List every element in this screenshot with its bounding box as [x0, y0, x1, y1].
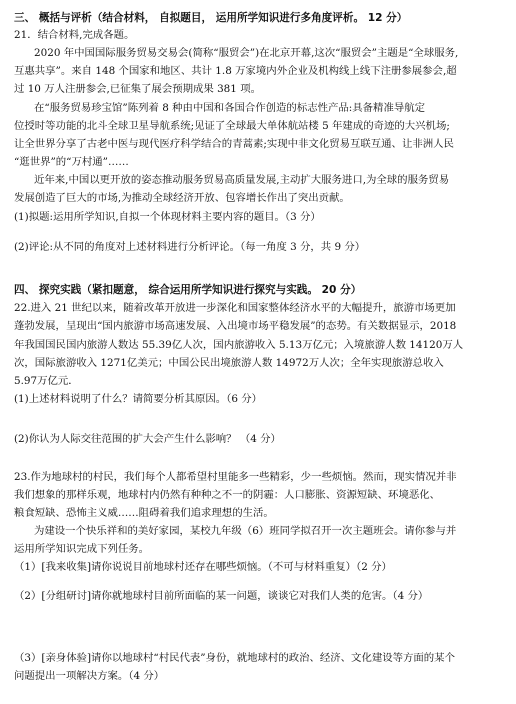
q23-p2-line1: 为建设一个快乐祥和的美好家园，某校九年级（6）班同学拟召开一次主题班会。请你参与并	[34, 525, 457, 537]
q21-p3-line1: 近年来,中国以更开放的姿态推动服务贸易高质量发展,主动扩大服务进口,为全球的服务贸易	[34, 174, 450, 186]
q21-p1-line1: 2020 年中国国际服务贸易交易会(简称“服贸会”)在北京开幕,这次“服贸会”主题是“全球服务,	[34, 47, 459, 59]
q21-p2-line3: 让全世界分享了古老中医与现代医疗科学结合的青蒿素;实现中非文化贸易互联互通、让非洲人民	[14, 138, 454, 150]
q23-sub2: （2）[分组研讨]请你就地球村目前所面临的某一问题，谈谈它对我们人类的危害。（4 分）	[14, 590, 429, 602]
q22-line5: 5.97万亿元．	[14, 375, 79, 387]
q21-sub1: (1)拟题:运用所学知识,自拟一个体现材料主要内容的题目。（3 分）	[14, 211, 321, 223]
section4-header: 四、 探究实践（紧扣题意， 综合运用所学知识进行探究与实践。 20 分）	[14, 284, 362, 296]
q21-p2-line4: “逛世界”的“万村通”……	[14, 156, 129, 168]
q22-sub1: (1)上述材料说明了什么？请简要分析其原因。（6 分）	[14, 393, 263, 405]
q21-sub2: (2)评论:从不同的角度对上述材料进行分析评论。（每一角度 3 分，共 9 分）	[14, 241, 366, 253]
q22-line4: 次，国际旅游收入 1271亿美元；中国公民出境旅游人数 14972万人次；全年实现旅游总收入	[14, 357, 444, 369]
q21-p2-line1: 在“服务贸易珍宝馆”陈列着 8 种由中国和各国合作创造的标志性产品:具备精准导航定	[34, 102, 426, 114]
q21-p1-line3: 过 10 万人注册参会,已征集了展会预期成果 381 项。	[14, 83, 261, 95]
q23-sub3-line2: 问题提出一项解决方案。（4 分）	[14, 670, 165, 682]
q23-p1-line1: 23.作为地球村的村民，我们每个人都希望村里能多一些精彩，少一些烦恼。然而，现实情况并非	[14, 471, 457, 483]
q21-p1-line2: 互惠共享”。来自 148 个国家和地区、共计 1.8 万家境内外企业及机构线上线下注册参展参会,超	[14, 65, 457, 77]
q22-line2: 蓬勃发展，呈现出“国内旅游市场高速发展、入出境市场平稳发展”的态势。有关数据显示，2018	[14, 320, 457, 332]
q23-sub3-line1: （3）[亲身体验]请你以地球村“村民代表”身份，就地球村的政治、经济、文化建设等方面的某个	[14, 652, 455, 664]
q23-sub1: （1）[我来收集]请你说说目前地球村还存在哪些烦恼。（不可与材料重复）（2 分）	[14, 561, 392, 573]
q23-p1-line2: 我们想象的那样乐观，地球村内仍然有种种之不一的阴霾：人口膨胀、资源短缺、环境恶化、	[14, 489, 441, 501]
q23-p2-line2: 运用所学知识完成下列任务。	[14, 543, 150, 555]
q23-p1-line3: 粮食短缺、恐怖主义威……阻碍着我们追求理想的生活。	[14, 507, 274, 519]
section3-header: 三、 概括与评析（结合材料， 自拟题目， 运用所学知识进行多角度评析。 12 分）	[14, 12, 408, 24]
q22-line3: 年我国国民国内旅游人数达 55.39亿人次，国内旅游收入 5.13万亿元；入境旅游人数 14120万人	[14, 339, 464, 351]
q21-p3-line2: 发展创造了巨大的市场,为推动全球经济开放、包容增长作出了突出贡献。	[14, 192, 350, 204]
q22-sub2: (2)你认为人际交往范围的扩大会产生什么影响？ （4 分）	[14, 433, 281, 445]
q22-line1: 22.进入 21 世纪以来，随着改革开放进一步深化和国家整体经济水平的大幅提升，旅游市场更加	[14, 302, 456, 314]
q21-p2-line2: 位授时等功能的北斗全球卫星导航系统;见证了全球最大单体航站楼 5 年建成的奇迹的大兴机场;	[14, 120, 450, 132]
q21-title: 21．结合材料,完成各题。	[14, 29, 135, 41]
